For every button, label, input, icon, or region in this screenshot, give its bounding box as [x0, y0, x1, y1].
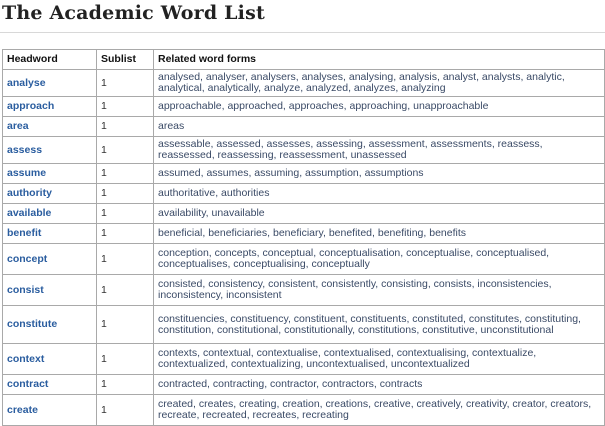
- headword-link[interactable]: consist: [7, 283, 44, 296]
- table-row: [3, 244, 605, 275]
- related-forms-cell: constituencies, constituency, constituent, constituents, constituted, constitutes, constituting, constitution, constitutional, constitutionally, constitutions, constitutive, unconstitutional: [154, 306, 605, 344]
- sublist-cell: 1: [97, 184, 154, 204]
- sublist-cell: 1: [97, 275, 154, 306]
- table-row: [3, 184, 605, 204]
- headword-link[interactable]: context: [7, 352, 45, 365]
- related-forms-cell: availability, unavailable: [154, 204, 605, 224]
- table-row: [3, 306, 605, 344]
- table-header-row: [3, 50, 605, 70]
- table-row: [3, 137, 605, 164]
- headword-link[interactable]: benefit: [7, 227, 42, 239]
- table-row: [3, 204, 605, 224]
- word-list-table: [2, 49, 605, 426]
- sublist-cell: 1: [97, 117, 154, 137]
- headword-link[interactable]: contract: [7, 378, 49, 390]
- headword-link[interactable]: analyse: [7, 76, 46, 89]
- headword-link[interactable]: area: [7, 120, 29, 132]
- sublist-cell: 1: [97, 137, 154, 164]
- title-divider: [0, 32, 605, 33]
- table-row: [3, 164, 605, 184]
- headword-link[interactable]: create: [7, 403, 38, 416]
- table-row: [3, 375, 605, 395]
- headword-link[interactable]: concept: [7, 252, 48, 265]
- related-forms-cell: conception, concepts, conceptual, conceptualisation, conceptualise, conceptualised, conceptualises, conceptualising, conceptually: [154, 244, 605, 275]
- table-row: [3, 70, 605, 97]
- related-forms-cell: areas: [154, 117, 605, 137]
- headword-link[interactable]: assume: [7, 167, 47, 179]
- related-forms-cell: assessable, assessed, assesses, assessing, assessment, assessments, reassess, reassessed, reassessing, reassessment, unassessed: [154, 137, 605, 164]
- headword-link[interactable]: constitute: [7, 318, 58, 330]
- related-forms-cell: approachable, approached, approaches, approaching, unapproachable: [154, 97, 605, 117]
- headword-link[interactable]: available: [7, 207, 52, 219]
- related-forms-cell: authoritative, authorities: [154, 184, 605, 204]
- related-forms-cell: contexts, contextual, contextualise, contextualised, contextualising, contextualize, contextualized, contextualizing, uncontextualised, uncontextualized: [154, 344, 605, 375]
- sublist-cell: 1: [97, 224, 154, 244]
- sublist-cell: 1: [97, 244, 154, 275]
- table-row: [3, 117, 605, 137]
- table-row: [3, 275, 605, 306]
- sublist-cell: 1: [97, 97, 154, 117]
- table-row: [3, 224, 605, 244]
- related-forms-cell: contracted, contracting, contractor, contractors, contracts: [154, 375, 605, 395]
- sublist-cell: 1: [97, 344, 154, 375]
- related-forms-cell: consisted, consistency, consistent, consistently, consisting, consists, inconsistencies, inconsistency, inconsistent: [154, 275, 605, 306]
- sublist-cell: 1: [97, 164, 154, 184]
- column-header-headword: Headword: [3, 50, 97, 70]
- column-header-sublist: Sublist: [97, 50, 154, 70]
- related-forms-cell: created, creates, creating, creation, creations, creative, creatively, creativity, creator, creators, recreate, recreated, recreates, recreating: [154, 395, 605, 426]
- sublist-cell: 1: [97, 306, 154, 344]
- headword-link[interactable]: approach: [7, 100, 55, 112]
- page-title: The Academic Word List: [2, 2, 265, 24]
- sublist-cell: 1: [97, 395, 154, 426]
- sublist-cell: 1: [97, 375, 154, 395]
- related-forms-cell: beneficial, beneficiaries, beneficiary, benefited, benefiting, benefits: [154, 224, 605, 244]
- related-forms-cell: assumed, assumes, assuming, assumption, assumptions: [154, 164, 605, 184]
- headword-link[interactable]: assess: [7, 143, 43, 156]
- table-row: [3, 97, 605, 117]
- sublist-cell: 1: [97, 204, 154, 224]
- table-row: [3, 395, 605, 426]
- column-header-related: Related word forms: [154, 50, 605, 70]
- table-row: [3, 344, 605, 375]
- headword-link[interactable]: authority: [7, 187, 52, 199]
- sublist-cell: 1: [97, 70, 154, 97]
- related-forms-cell: analysed, analyser, analysers, analyses, analysing, analysis, analyst, analysts, analytic, analytical, analytically, analyze, analyzed, analyzes, analyzing: [154, 70, 605, 97]
